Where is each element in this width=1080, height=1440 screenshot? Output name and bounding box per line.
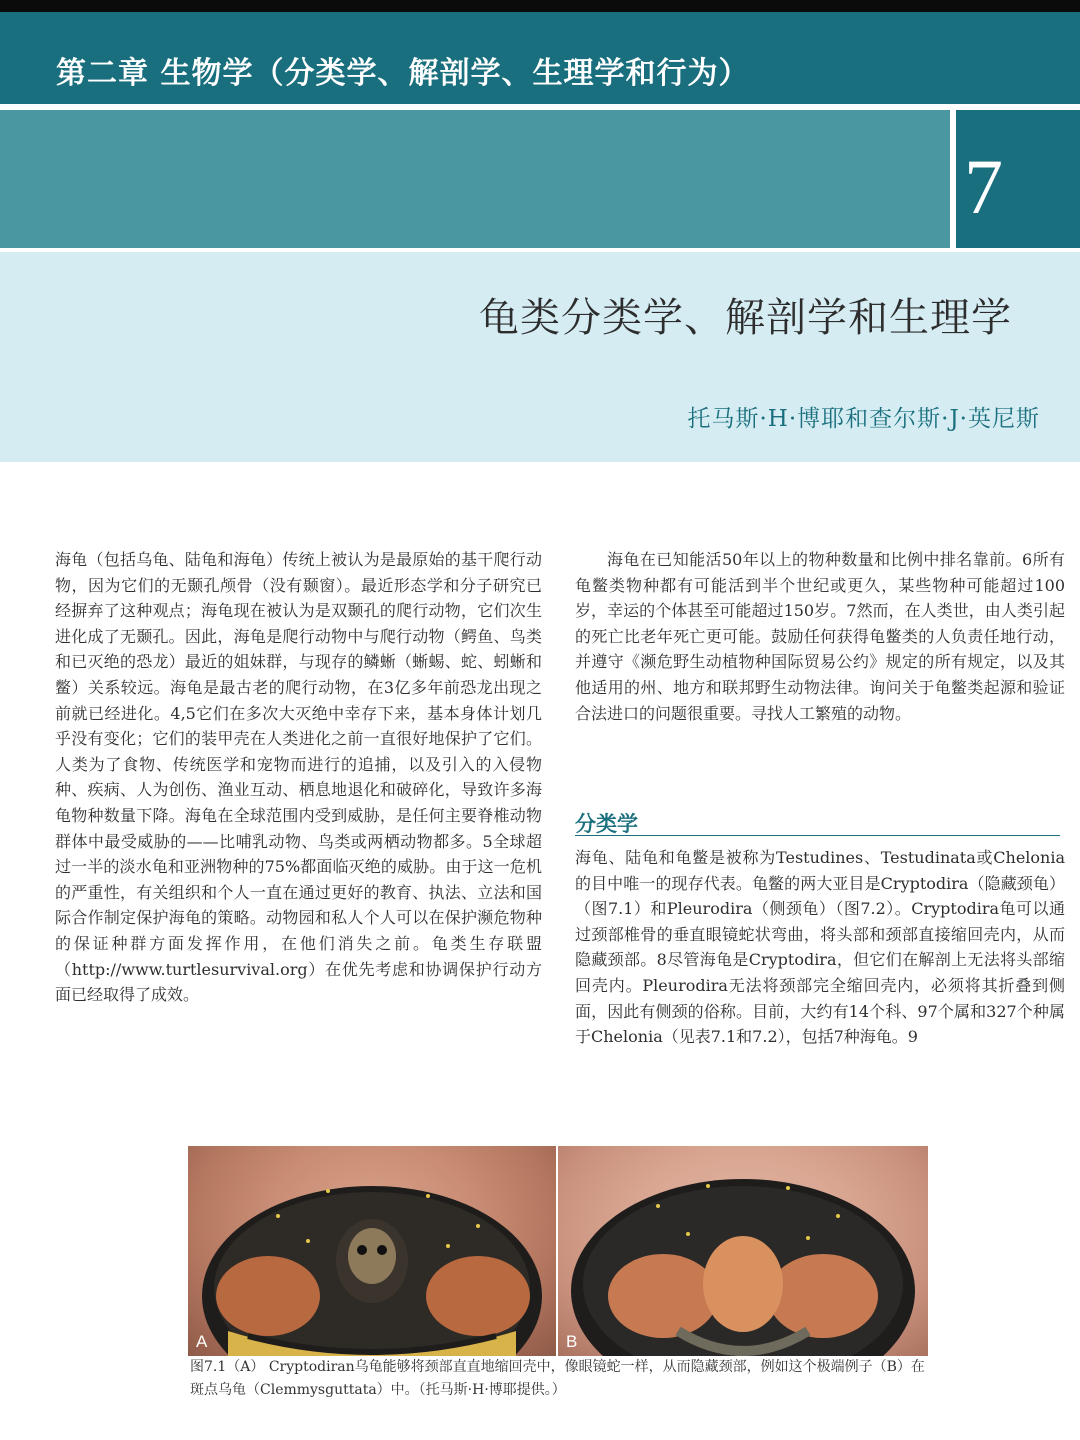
authors: 托马斯·H·博耶和查尔斯·J·英尼斯 (687, 406, 1040, 432)
body-right-column (575, 547, 1065, 726)
body-paragraph: 海龟在已知能活50年以上的物种数量和比例中排名靠前。6所有龟鳖类物种都有可能活到半个世纪或更久，某些物种可能超过100岁，幸运的个体甚至可能超过150岁。7然而，在人类世，由人类引起的死亡比老年死亡更可能。鼓励任何获得龟鳖类的人负责任地行动，并遵守《濒危野生动植物种国际贸易公约》规定的所有规定，以及其他适用的州、地方和联邦野生动物法律。询问关于龟鳖类起源和验证合法进口的问题很重要。寻找人工繁殖的动物。 (575, 550, 1065, 723)
chapter-number-box (956, 110, 1080, 248)
top-strip (0, 0, 1080, 12)
page-title: 龟类分类学、解剖学和生理学 (479, 295, 1012, 341)
figure-caption: 图7.1（A） Cryptodiran乌龟能够将颈部直直地缩回壳中，像眼镜蛇一样，从而隐藏颈部，例如这个极端例子（B）在斑点乌龟（Clemmysguttata）中。（托马斯·H·博耶提供。） (190, 1359, 925, 1398)
chapter-number: 7 (964, 143, 1003, 230)
taxonomy-column (575, 845, 1065, 1050)
chapter-header-bar (0, 12, 1080, 104)
turtle-photo-b (558, 1146, 928, 1356)
body-left-column (55, 547, 542, 1008)
body-paragraph: 海龟、陆龟和龟鳖是被称为Testudines、Testudinata或Chelonia的目中唯一的现存代表。龟鳖的两大亚目是Cryptodira（隐藏颈龟）（图7.1）和Pleurodira（侧颈龟）（图7.2）。Cryptodira龟可以通过颈部椎骨的垂直眼镜蛇状弯曲，将头部和颈部直接缩回壳内，从而隐藏颈部。8尽管海龟是Cryptodira，但它们在解剖上无法将头部缩回壳内。Pleurodira无法将颈部完全缩回壳内，必须将其折叠到侧面，因此有侧颈的俗称。目前，大约有14个科、97个属和327个种属于Chelonia（见表7.1和7.2），包括7种海龟。9 (575, 848, 1065, 1047)
title-band (0, 252, 1080, 462)
photo-label-a: A (196, 1332, 208, 1351)
turtle-illustration-a (188, 1146, 556, 1356)
chapter-banner (0, 110, 950, 248)
body-paragraph: 海龟（包括乌龟、陆龟和海龟）传统上被认为是最原始的基干爬行动物，因为它们的无颞孔颅骨（没有颞窗）。最近形态学和分子研究已经摒弃了这种观点；海龟现在被认为是双颞孔的爬行动物，它们次生进化成了无颞孔。因此，海龟是爬行动物中与爬行动物（鳄鱼、鸟类和已灭绝的恐龙）最近的姐妹群，与现存的鳞蜥（蜥蜴、蛇、蚓蜥和鳖）关系较远。海龟是最古老的爬行动物，在3亿多年前恐龙出现之前就已经进化。4,5它们在多次大灭绝中幸存下来，基本身体计划几乎没有变化；它们的装甲壳在人类进化之前一直很好地保护了它们。人类为了食物、传统医学和宠物而进行的追捕，以及引入的入侵物种、疾病、人为创伤、渔业互动、栖息地退化和破碎化，导致许多海龟物种数量下降。海龟在全球范围内受到威胁，是任何主要脊椎动物群体中最受威胁的——比哺乳动物、鸟类或两栖动物都多。5全球超过一半的淡水龟和亚洲物种的75%都面临灭绝的威胁。由于这一危机的严重性，有关组织和个人一直在通过更好的教育、执法、立法和国际合作制定保护海龟的策略。动物园和私人个人可以在保护濒危物种的保证种群方面发挥作用，在他们消失之前。龟类生存联盟（http://www.turtlesurvival.org）在优先考虑和协调保护行动方面已经取得了成效。 (55, 550, 542, 1005)
photo-label-b: B (566, 1332, 578, 1351)
section-heading-taxonomy: 分类学 (575, 813, 1060, 836)
chapter-title: 第二章 生物学（分类学、解剖学、生理学和行为） (56, 56, 750, 91)
turtle-illustration-b (558, 1146, 928, 1356)
turtle-photo-a (188, 1146, 556, 1356)
